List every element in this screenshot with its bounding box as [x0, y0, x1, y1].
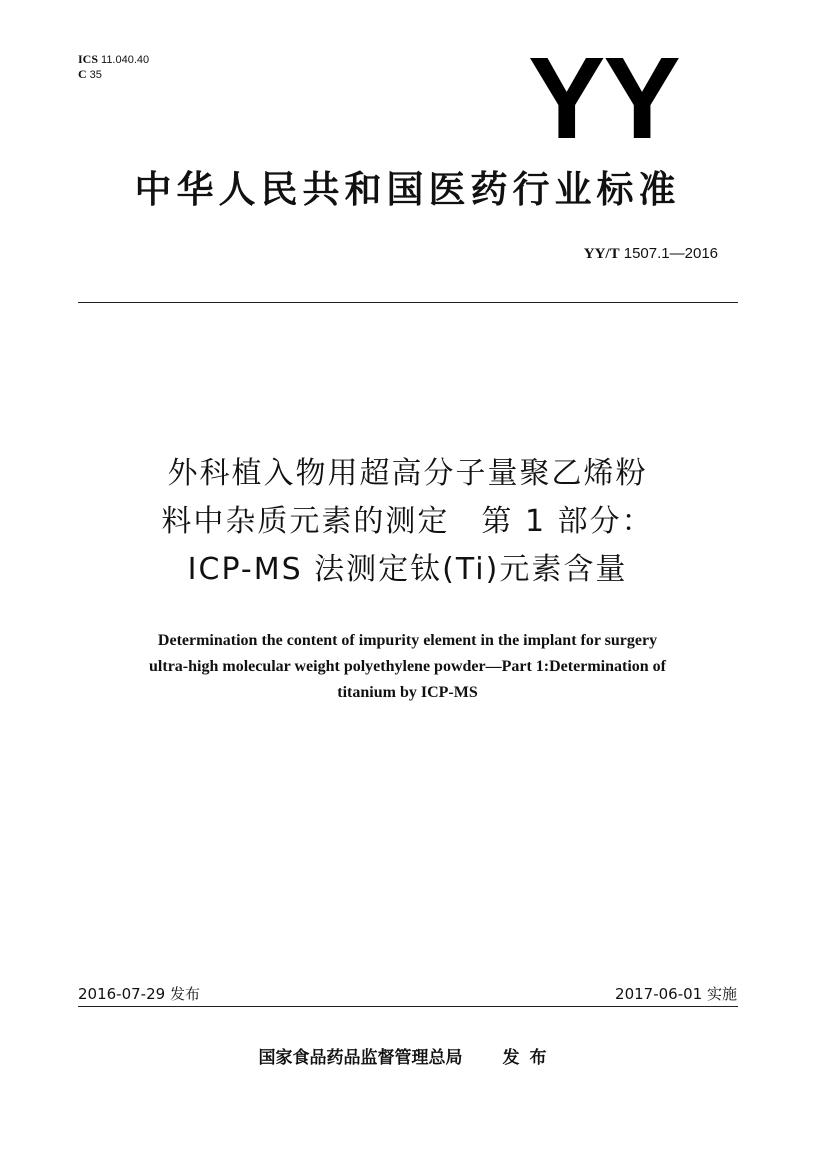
release-date: 2016-07-29 发布 — [78, 985, 200, 1003]
english-title-line-2: ultra-high molecular weight polyethylene powder—Part 1:Determination of — [149, 658, 666, 675]
ccs-value: 35 — [89, 69, 102, 81]
issuer-name: 国家食品药品监督管理总局 — [258, 1048, 463, 1068]
classification-codes — [78, 52, 149, 82]
issuing-authority — [0, 1046, 815, 1070]
standard-code-number: 1507.1—2016 — [623, 245, 718, 262]
implementation-date: 2017-06-01 实施 — [615, 985, 737, 1003]
chinese-title-line-2: 料中杂质元素的测定 第 1 部分： — [161, 504, 654, 539]
chinese-title-line-3: ICP-MS 法测定钛(Ti)元素含量 — [187, 552, 628, 587]
english-title — [90, 628, 725, 706]
english-title-line-1: Determination the content of impurity element in the implant for surgery — [157, 632, 658, 649]
issuer-action: 发布 — [502, 1048, 557, 1068]
ics-code — [78, 52, 149, 67]
header-divider — [78, 302, 738, 303]
chinese-title-line-1: 外科植入物用超高分子量聚乙烯粉 — [167, 456, 648, 491]
footer-divider — [78, 1006, 738, 1007]
chinese-title — [0, 450, 815, 594]
yy-logo: YY — [528, 33, 679, 163]
ccs-label: C — [78, 67, 87, 81]
standard-code — [584, 244, 718, 264]
ics-value: 11.040.40 — [101, 54, 150, 66]
english-title-line-3: titanium by ICP-MS — [337, 684, 478, 701]
ics-label: ICS — [78, 52, 99, 66]
standard-category-title: 中华人民共和国医药行业标准 — [134, 168, 681, 211]
standard-code-prefix: YY/T — [583, 246, 620, 262]
ccs-code — [78, 67, 149, 82]
